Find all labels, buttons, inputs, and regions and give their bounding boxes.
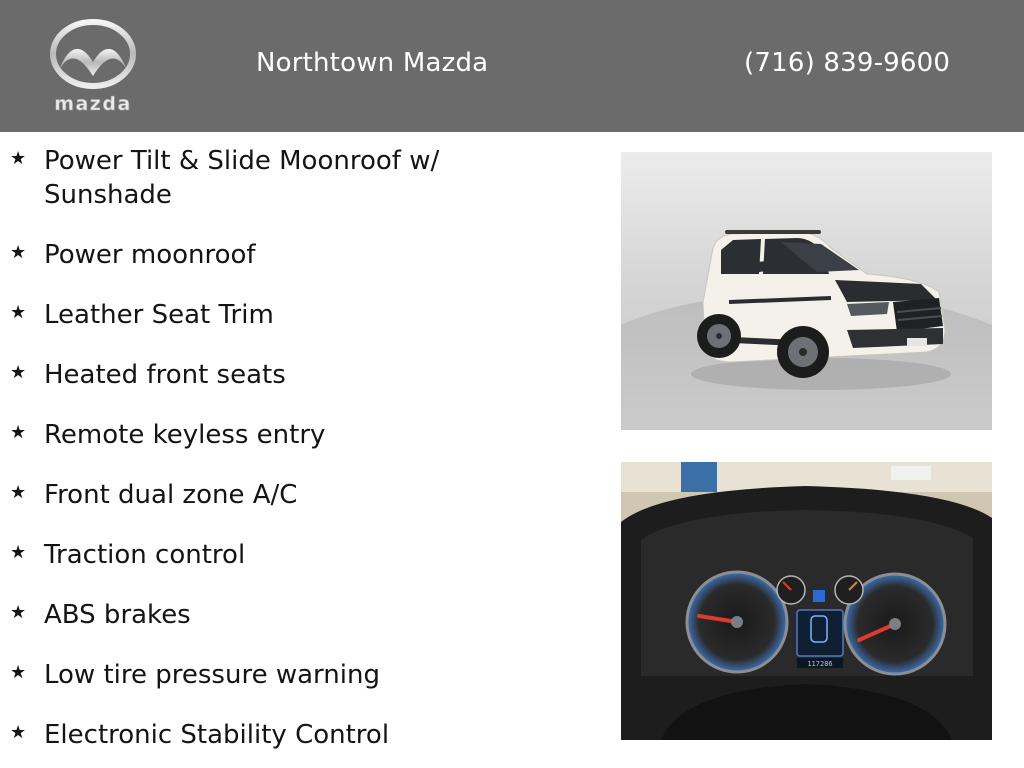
feature-label: Front dual zone A/C bbox=[44, 480, 298, 510]
star-icon: ★ bbox=[10, 148, 27, 169]
list-item bbox=[10, 144, 570, 212]
feature-label: Leather Seat Trim bbox=[44, 300, 274, 330]
white-suv-photo bbox=[621, 152, 992, 430]
feature-label: Remote keyless entry bbox=[44, 420, 326, 450]
list-item bbox=[10, 718, 570, 752]
star-icon: ★ bbox=[10, 542, 27, 563]
list-item bbox=[10, 418, 570, 452]
feature-label: Low tire pressure warning bbox=[44, 660, 380, 690]
list-item bbox=[10, 658, 570, 692]
list-item bbox=[10, 298, 570, 332]
vehicle-exterior-photo[interactable] bbox=[621, 152, 992, 430]
list-item bbox=[10, 238, 570, 272]
star-icon: ★ bbox=[10, 722, 27, 743]
feature-label: Traction control bbox=[44, 540, 246, 570]
feature-label: ABS brakes bbox=[44, 600, 191, 630]
mazda-wordmark: mazda bbox=[54, 93, 132, 115]
instrument-cluster-photo bbox=[621, 462, 992, 740]
star-icon: ★ bbox=[10, 602, 27, 623]
feature-label: Electronic Stability Control bbox=[44, 720, 390, 750]
feature-label: Power Tilt & Slide Moonroof w/ Sunshade bbox=[44, 146, 440, 210]
star-icon: ★ bbox=[10, 302, 27, 323]
list-item bbox=[10, 598, 570, 632]
mazda-wing-icon bbox=[38, 14, 148, 118]
dealer-header bbox=[0, 0, 1024, 132]
dealer-name[interactable]: Northtown Mazda bbox=[256, 48, 489, 78]
mazda-logo[interactable] bbox=[38, 14, 148, 118]
feature-label: Power moonroof bbox=[44, 240, 256, 270]
star-icon: ★ bbox=[10, 362, 27, 383]
list-item bbox=[10, 358, 570, 392]
odometer-readout: 117286 bbox=[807, 660, 833, 668]
star-icon: ★ bbox=[10, 242, 27, 263]
list-item bbox=[10, 478, 570, 512]
dealer-phone-link[interactable]: (716) 839-9600 bbox=[744, 48, 951, 78]
star-icon: ★ bbox=[10, 482, 27, 503]
star-icon: ★ bbox=[10, 422, 27, 443]
list-item bbox=[10, 538, 570, 572]
feature-list bbox=[10, 144, 570, 768]
vehicle-interior-photo[interactable] bbox=[621, 462, 992, 740]
star-icon: ★ bbox=[10, 662, 27, 683]
feature-label: Heated front seats bbox=[44, 360, 286, 390]
